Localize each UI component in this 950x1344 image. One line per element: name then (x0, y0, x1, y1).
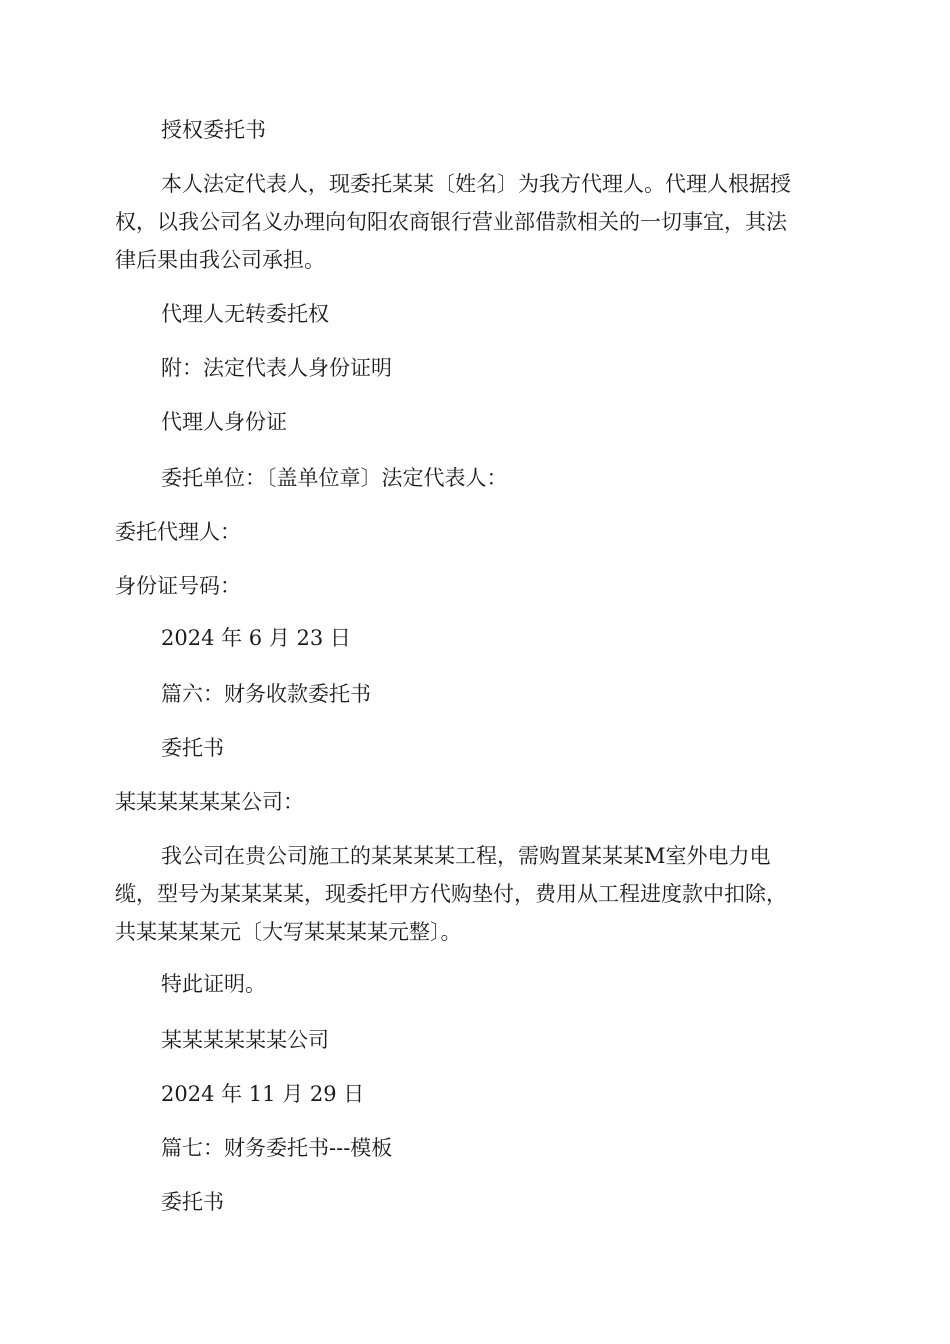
signature-company: 某某某某某某公司 (161, 1028, 329, 1052)
date-line: 2024 年 6 月 23 日 (161, 626, 351, 650)
section-heading: 篇六：财务收款委托书 (161, 682, 371, 706)
paragraph-line: 共某某某某元〔大写某某某某元整〕。 (115, 920, 462, 944)
paragraph-line: 本人法定代表人，现委托某某〔姓名〕为我方代理人。代理人根据授 (161, 172, 791, 196)
paragraph-line: 附：法定代表人身份证明 (161, 356, 392, 380)
date-line: 2024 年 11 月 29 日 (161, 1082, 365, 1106)
paragraph-line: 权，以我公司名义办理向旬阳农商银行营业部借款相关的一切事宜，其法 (115, 210, 787, 234)
paragraph-line: 缆，型号为某某某某，现委托甲方代购垫付，费用从工程进度款中扣除， (115, 882, 787, 906)
paragraph-line: 代理人身份证 (161, 410, 287, 434)
section-heading: 篇七：财务委托书---模板 (161, 1136, 393, 1160)
paragraph-line: 律后果由我公司承担。 (115, 248, 325, 272)
doc-title-authorization: 授权委托书 (161, 118, 266, 142)
paragraph-line: 我公司在贵公司施工的某某某某工程，需购置某某某M室外电力电 (161, 844, 771, 868)
paragraph-line: 代理人无转委托权 (161, 302, 329, 326)
paragraph-line: 特此证明。 (161, 972, 266, 996)
paragraph-line: 委托单位：〔盖单位章〕法定代表人： (161, 466, 508, 490)
doc-title-letter: 委托书 (161, 1190, 224, 1214)
paragraph-line: 身份证号码： (115, 574, 241, 598)
paragraph-line: 委托代理人： (115, 520, 241, 544)
salutation-line: 某某某某某某公司： (115, 790, 304, 814)
doc-title-letter: 委托书 (161, 736, 224, 760)
